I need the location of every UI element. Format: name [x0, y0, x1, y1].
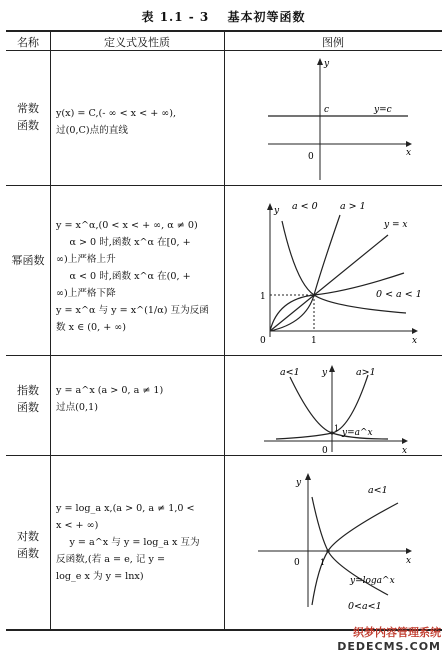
col-divider-2: [224, 30, 225, 630]
origin-label: 0: [260, 336, 266, 346]
one-label: 1: [320, 558, 326, 567]
c-label: c: [324, 105, 330, 115]
y-equals-x-label: y = x: [384, 220, 408, 230]
row-log-name: 对数 函数: [17, 530, 39, 560]
row-log-def: y = log_a x,(a > 0, a ≠ 1,0 < x < + ∞) y = a^x 与 y = log_a x 互为 反函数,(若 a = e, 记 y = log_e x 为 y = lnx): [56, 503, 200, 582]
curve-label: y=a^x: [342, 428, 373, 438]
row-power-name: 幂函数: [11, 254, 45, 267]
origin-label: 0: [308, 152, 314, 162]
a-between-label: 0 < a < 1: [376, 289, 422, 300]
table-title: 表 1.1 - 3 基本初等函数: [141, 10, 306, 24]
exponential-function-graph: [228, 357, 442, 454]
a-greater-one-label: a>1: [356, 367, 376, 378]
axis-y-label: y: [324, 59, 330, 69]
row-constant-def: y(x) = C,(- ∞ < x < + ∞), 过(0,C)点的直线: [56, 108, 177, 136]
axis-y-label: y: [274, 206, 280, 216]
axis-y-label: y: [322, 368, 328, 378]
axis-x-label: x: [406, 148, 412, 158]
col-divider-1: [50, 30, 51, 630]
row-exponential-def: y = a^x (a > 0, a ≠ 1) 过点(0,1): [56, 385, 164, 413]
log-function-graph: [228, 457, 442, 627]
axis-y-label: y: [296, 478, 302, 488]
axis-x-label: x: [406, 556, 412, 566]
constant-function-graph: [228, 52, 442, 184]
axis-x-label: x: [412, 336, 418, 346]
header-definition: 定义式及性质: [104, 36, 170, 49]
functions-table: [6, 30, 442, 630]
watermark-url: DEDECMS.COM: [337, 640, 441, 653]
a-between-label: 0<a<1: [348, 601, 382, 612]
one-label: 1: [334, 424, 340, 433]
y-one-label: 1: [260, 292, 266, 302]
header-name: 名称: [17, 36, 39, 49]
header-graph: 图例: [322, 36, 344, 49]
row-power-def: y = x^α,(0 < x < + ∞, α ≠ 0) α > 0 时,函数 x^α 在[0, + ∞)上严格上升 α < 0 时,函数 x^α 在(0, + ∞)上严格下降 y = x^α 与 y = x^(1/α) 互为反函 数 x ∈ (0, + ∞): [56, 220, 209, 333]
a-greater-one-label: a > 1: [340, 201, 366, 212]
a-less-one-label: a<1: [280, 367, 300, 378]
a-less-one-label: a<1: [368, 485, 388, 496]
origin-label: 0: [294, 558, 300, 568]
line-label: y=c: [374, 105, 392, 115]
a-negative-label: a < 0: [292, 201, 318, 212]
row-constant-name: 常数 函数: [17, 102, 39, 132]
row-exponential-name: 指数 函数: [17, 384, 39, 414]
power-function-graph: [228, 187, 442, 353]
x-one-label: 1: [311, 336, 317, 346]
origin-label: 0: [322, 446, 328, 454]
watermark-title: 织梦内容管理系统: [353, 626, 441, 639]
axis-x-label: x: [402, 446, 408, 454]
curve-label: y=loga^x: [350, 576, 395, 586]
